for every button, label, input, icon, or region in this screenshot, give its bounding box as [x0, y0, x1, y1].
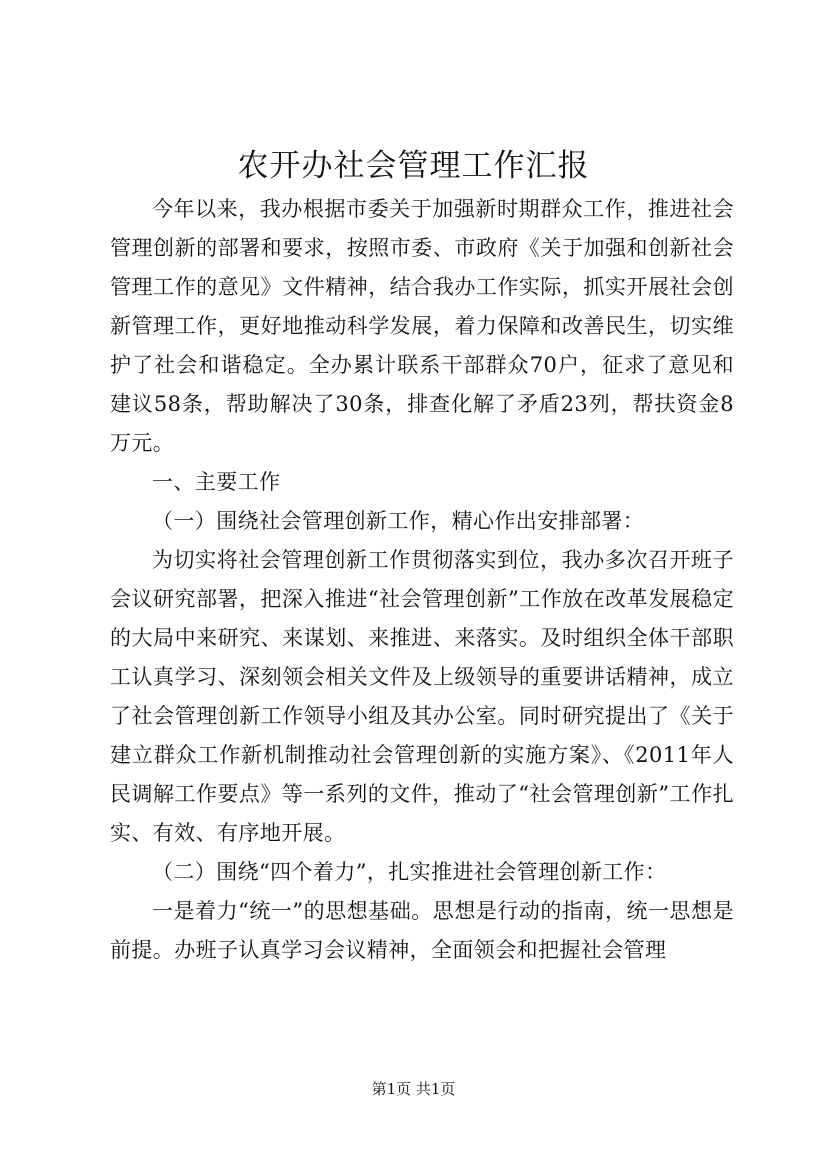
- section-heading-main-work: 一、主要工作: [152, 470, 281, 494]
- subsection-heading-1: （一）围绕社会管理创新工作，精心作出安排部署：: [152, 509, 645, 533]
- subsection-heading-2: （二）围绕“四个着力”，扎实推进社会管理创新工作：: [152, 860, 667, 884]
- document-title: 农开办社会管理工作汇报: [237, 148, 590, 184]
- intro-paragraph: 今年以来，我办根据市委关于加强新时期群众工作，推进社会管理创新的部署和要求，按照市委、市政府《关于加强和创新社会管理工作的意见》文件精神，结合我办工作实际，抓实开展社会创新管理工作，更好地推动科学发展，着力保障和改善民生，切实维护了社会和谐稳定。全办累计联系干部群众70户，征求了意见和建议58条，帮助解决了30条，排查化解了矛盾23列，帮扶资金8万元。: [110, 197, 734, 455]
- subsection-2-paragraph: 一是着力“统一”的思想基础。思想是行动的指南，统一思想是前提。办班子认真学习会议精神，全面领会和把握社会管理: [110, 899, 734, 962]
- document-body: [110, 190, 734, 970]
- subsection-1-paragraph: 为切实将社会管理创新工作贯彻落实到位，我办多次召开班子会议研究部署，把深入推进“社会管理创新”工作放在改革发展稳定的大局中来研究、来谋划、来推进、来落实。及时组织全体干部职工认真学习、深刻领会相关文件及上级领导的重要讲话精神，成立了社会管理创新工作领导小组及其办公室。同时研究提出了《关于建立群众工作新机制推动社会管理创新的实施方案》、《2011年人民调解工作要点》等一系列的文件，推动了“社会管理创新”工作扎实、有效、有序地开展。: [110, 548, 734, 845]
- page-footer: 第1页 共1页: [371, 1080, 456, 1098]
